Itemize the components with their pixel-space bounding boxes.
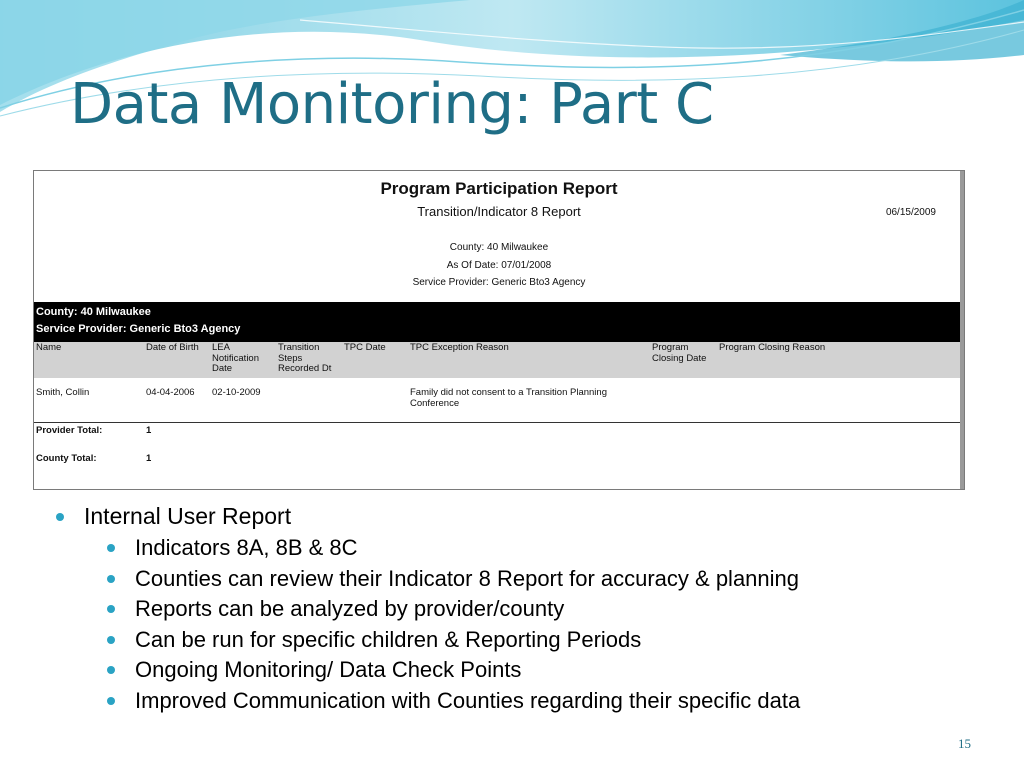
col-lea-line1: LEA	[212, 342, 230, 353]
cell-tpc-reason	[410, 388, 607, 409]
bullet-sub-text: Can be run for specific children & Reporting Periods	[135, 627, 642, 652]
report-provider-line: Service Provider: Generic Bto3 Agency	[412, 277, 586, 288]
cell-name: Smith, Collin	[36, 387, 90, 398]
provider-total-value: 1	[146, 425, 152, 436]
county-total-label: County Total:	[36, 453, 97, 464]
report-screenshot	[33, 170, 965, 490]
col-tpc-reason: TPC Exception Reason	[410, 342, 509, 353]
col-lea-line2: Notification	[212, 352, 259, 364]
county-total-value: 1	[146, 453, 152, 464]
col-pcd-line1: Program	[652, 342, 689, 353]
bullet-sub-text: Reports can be analyzed by provider/county	[135, 596, 565, 621]
cell-reason-line2: Conference	[410, 397, 460, 409]
col-pcd-line2: Closing Date	[652, 352, 707, 364]
bullet-sub-text: Indicators 8A, 8B & 8C	[135, 535, 358, 560]
bullet-sub-text: Improved Communication with Counties regarding their specific data	[135, 688, 801, 713]
table-row	[34, 378, 960, 422]
col-lea-line3: Date	[212, 363, 233, 374]
cell-reason-line1: Family did not consent to a Transition Planning	[410, 387, 607, 398]
bullet-sub-item	[135, 596, 564, 622]
report-subtitle: Transition/Indicator 8 Report	[417, 204, 581, 219]
page-number: 15	[958, 736, 971, 751]
cell-lea: 02-10-2009	[212, 387, 261, 398]
bullet-dot-icon	[107, 575, 115, 583]
cell-dob: 04-04-2006	[146, 387, 195, 398]
report-column-headers	[34, 342, 960, 378]
bullet-dot-icon	[107, 544, 115, 552]
col-name: Name	[36, 342, 62, 353]
col-lea	[212, 343, 259, 375]
report-date: 06/15/2009	[885, 207, 936, 218]
bullet-dot-icon	[107, 605, 115, 613]
col-program-closing-reason: Program Closing Reason	[719, 342, 826, 353]
bullet-sub-item	[135, 566, 799, 592]
bullet-sub-item	[135, 657, 521, 683]
bullet-dot-icon	[107, 636, 115, 644]
bullet-dot-icon	[56, 513, 64, 521]
report-divider	[34, 422, 960, 423]
report-title: Program Participation Report	[380, 179, 618, 198]
slide-title: Data Monitoring: Part C	[70, 72, 714, 137]
bullet-main-text: Internal User Report	[84, 503, 292, 529]
report-group-header	[34, 302, 960, 342]
group-county: County: 40 Milwaukee	[36, 306, 151, 318]
col-program-closing-date	[652, 343, 706, 364]
col-dob: Date of Birth	[146, 342, 199, 353]
report-county-line: County: 40 Milwaukee	[449, 242, 549, 253]
bullet-sub-text: Counties can review their Indicator 8 Report for accuracy & planning	[135, 566, 800, 591]
col-ts-line1: Transition	[278, 342, 320, 353]
bullet-dot-icon	[107, 697, 115, 705]
col-ts-line2: Steps	[278, 352, 303, 364]
group-provider: Service Provider: Generic Bto3 Agency	[36, 323, 241, 335]
bullet-sub-text: Ongoing Monitoring/ Data Check Points	[135, 657, 522, 682]
bullet-dot-icon	[107, 666, 115, 674]
report-as-of-line: As Of Date: 07/01/2008	[446, 260, 552, 271]
bullet-sub-item	[135, 688, 800, 714]
provider-total-label: Provider Total:	[36, 425, 103, 436]
col-ts-line3: Recorded Dt	[278, 363, 332, 374]
col-transition	[278, 343, 331, 375]
col-tpc-date: TPC Date	[344, 342, 386, 353]
bullet-sub-item	[135, 627, 641, 653]
bullet-sub-item	[135, 535, 358, 561]
bullet-main	[84, 503, 291, 530]
